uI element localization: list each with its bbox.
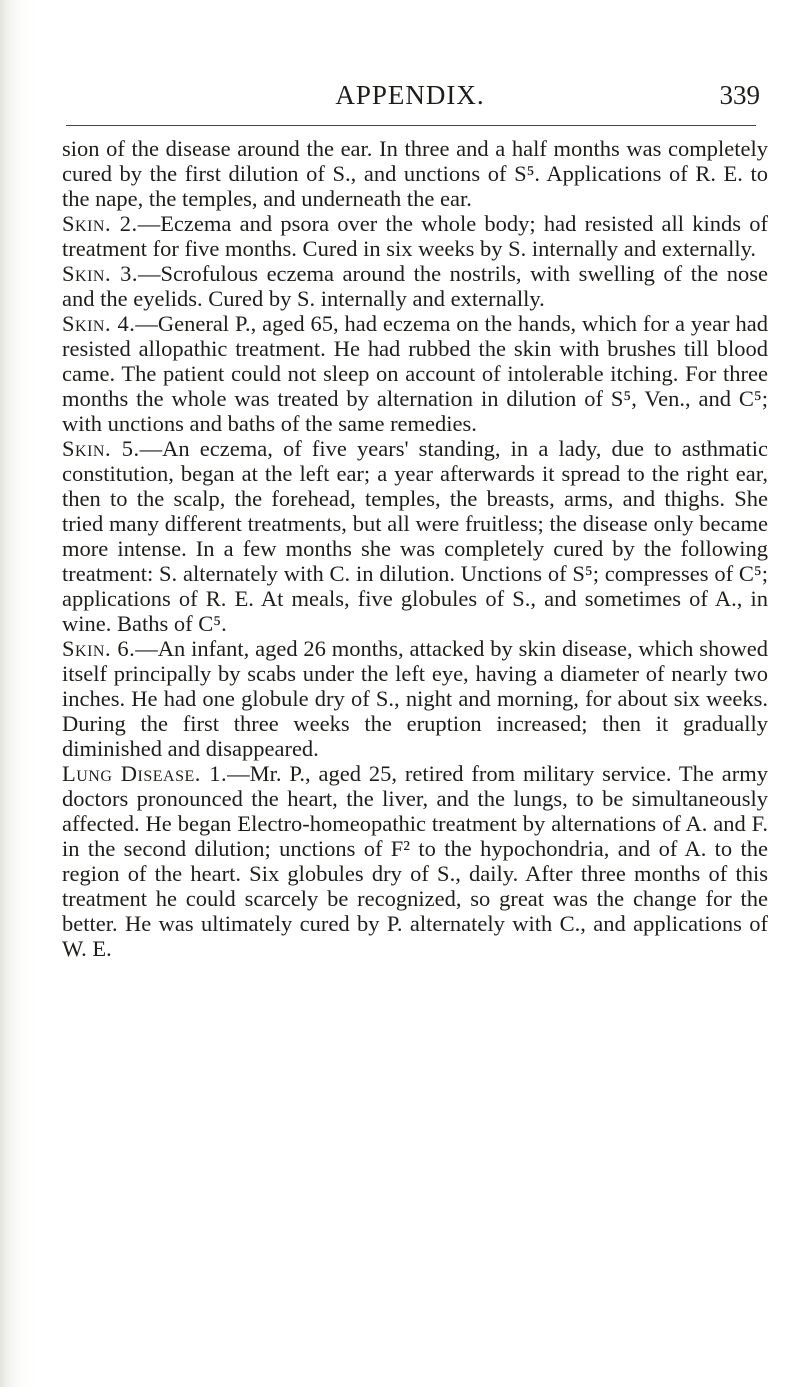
case-label: Skin. 3. [62, 261, 139, 286]
paragraph-text: sion of the disease around the ear. In three and a half months was completely cured by the first dilution of S., and unctions of S⁵. Applications of R. E. to the nape, the temples, and underneath the ear. [62, 136, 768, 211]
page-header [50, 80, 770, 120]
paragraph-continuation [62, 136, 768, 211]
paragraph-text: —General P., aged 65, had eczema on the hands, which for a year had resisted allopathic treatment. He had rubbed the skin with brushes till blood came. The patient could not sleep on account of intolerable itching. For three months the whole was treated by alternation in dilution of S⁵, Ven., and C⁵; with unctions and baths of the same remedies. [62, 311, 769, 436]
page-number: 339 [719, 80, 760, 110]
paragraph-lung-disease-1 [62, 761, 768, 961]
paragraph-text: —An eczema, of five years' standing, in a lady, due to asthmatic constitution, began at the left ear; a year afterwards it spread to the right ear, then to the scalp, the forehead, temples, the breasts, arms, and thighs. She tried many different treatments, but all were fruitless; the disease only became more intense. In a few months she was completely cured by the following treatment: S. alternately with C. in dilution. Unctions of S⁵; compresses of C⁵; applications of R. E. At meals, five globules of S., and sometimes of A., in wine. Baths of C⁵. [62, 436, 769, 636]
running-head: APPENDIX. [335, 80, 485, 110]
case-label: Skin. 6. [62, 636, 136, 661]
header-rule [66, 125, 756, 126]
body-text [62, 136, 768, 961]
paragraph-skin-5 [62, 436, 768, 636]
paragraph-text: —Eczema and psora over the whole body; had resisted all kinds of treatment for five months. Cured in six weeks by S. internally and externally. [62, 211, 769, 261]
paragraph-skin-6 [62, 636, 768, 761]
paragraph-text: —Mr. P., aged 25, retired from military service. The army doctors pronounced the heart, the liver, and the lungs, to be simultaneously affected. He began Electro-homeopathic treatment by alternations of A. and F. in the second dilution; unctions of F² to the hypochondria, and of A. to the region of the heart. Six globules dry of S., daily. After three months of this treatment he could scarcely be recognized, so great was the change for the better. He was ultimately cured by P. alternately with C., and applications of W. E. [62, 761, 768, 961]
paragraph-text: —An infant, aged 26 months, attacked by skin disease, which showed itself principally by scabs under the left eye, having a diameter of nearly two inches. He had one globule dry of S., night and morning, for about six weeks. During the first three weeks the eruption increased; then it gradually diminished and disappeared. [62, 636, 768, 761]
case-label: Skin. 5. [62, 436, 140, 461]
paragraph-skin-3 [62, 261, 768, 311]
case-label: Skin. 4. [62, 311, 136, 336]
paragraph-skin-2 [62, 211, 768, 261]
case-label: Skin. 2. [62, 211, 138, 236]
case-label: Lung Disease. 1. [62, 761, 228, 786]
paragraph-skin-4 [62, 311, 768, 436]
paragraph-text: —Scrofulous eczema around the nostrils, with swelling of the nose and the eyelids. Cured by S. internally and externally. [62, 261, 769, 311]
